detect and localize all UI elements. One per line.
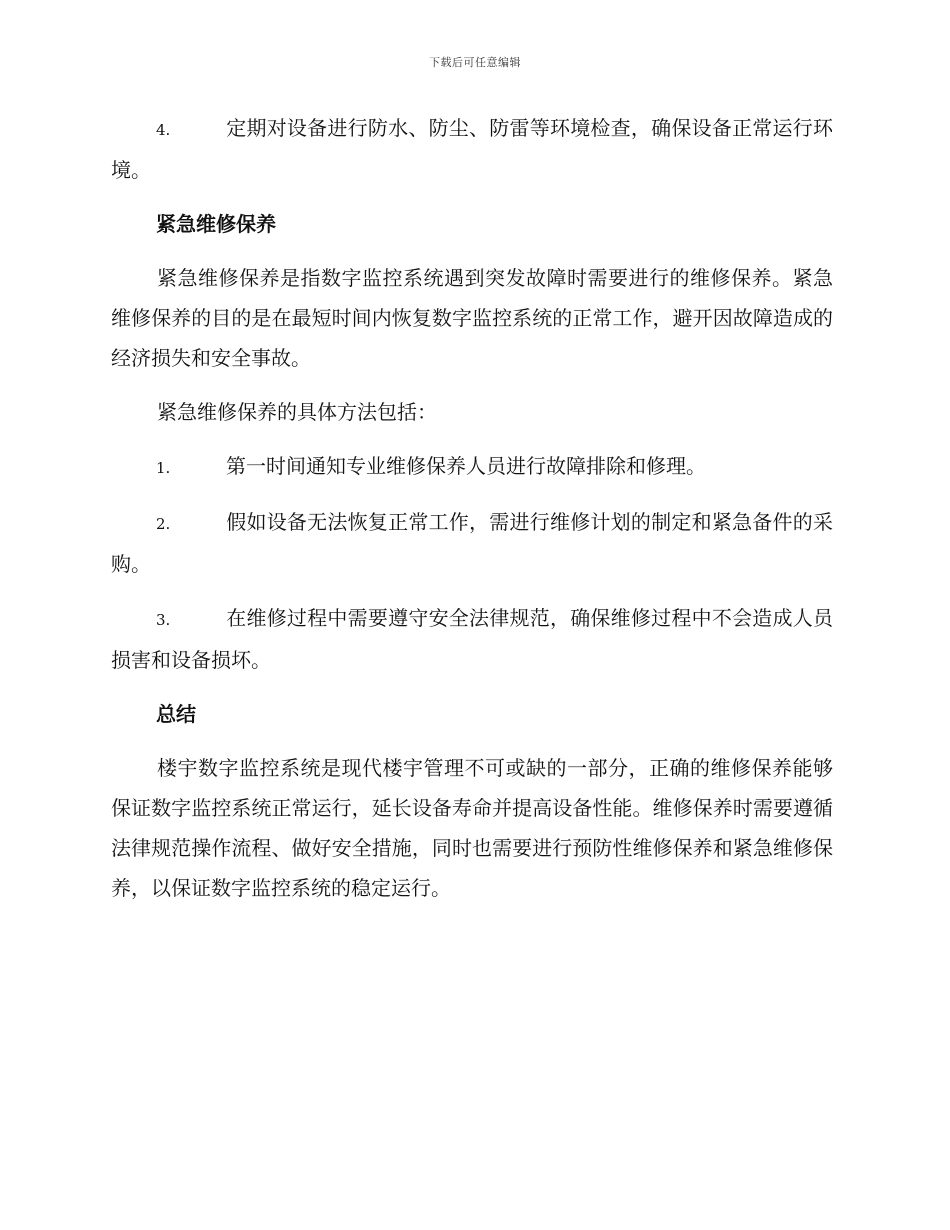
list-number: 1.: [156, 459, 171, 477]
list-item-2: [111, 502, 833, 584]
paragraph-methods-intro: 紧急维修保养的具体方法包括：: [157, 400, 437, 424]
paragraph-summary: 楼宇数字监控系统是现代楼宇管理不可或缺的一部分，正确的维修保养能够保证数字监控系统正常运行，延长设备寿命并提高设备性能。维修保养时需要遵循法律规范操作流程、做好安全措施，同时也需要进行预防性维修保养和紧急维修保养，以保证数字监控系统的稳定运行。: [111, 756, 833, 900]
list-item-1: [111, 446, 833, 488]
list-number: 3.: [156, 611, 171, 629]
section-heading-summary: 总结: [156, 702, 196, 726]
page-header: 下载后可任意编辑: [429, 56, 521, 69]
list-item-4: [111, 108, 833, 190]
paragraph-emergency-intro: 紧急维修保养是指数字监控系统遇到突发故障时需要进行的维修保养。紧急维修保养的目的是在最短时间内恢复数字监控系统的正常工作，避开因故障造成的经济损失和安全事故。: [111, 266, 833, 370]
list-item-text: 假如设备无法恢复正常工作，需进行维修计划的制定和紧急备件的采购。: [111, 510, 833, 576]
section-heading-emergency: 紧急维修保养: [156, 212, 276, 236]
list-number: 4.: [156, 121, 171, 139]
list-item-text: 定期对设备进行防水、防尘、防雷等环境检查，确保设备正常运行环境。: [111, 116, 833, 182]
list-item-text: 第一时间通知专业维修保养人员进行故障排除和修理。: [226, 454, 706, 478]
list-number: 2.: [156, 515, 171, 533]
list-item-text: 在维修过程中需要遵守安全法律规范，确保维修过程中不会造成人员损害和设备损坏。: [111, 606, 833, 672]
document-body: [111, 108, 833, 908]
list-item-3: [111, 598, 833, 680]
